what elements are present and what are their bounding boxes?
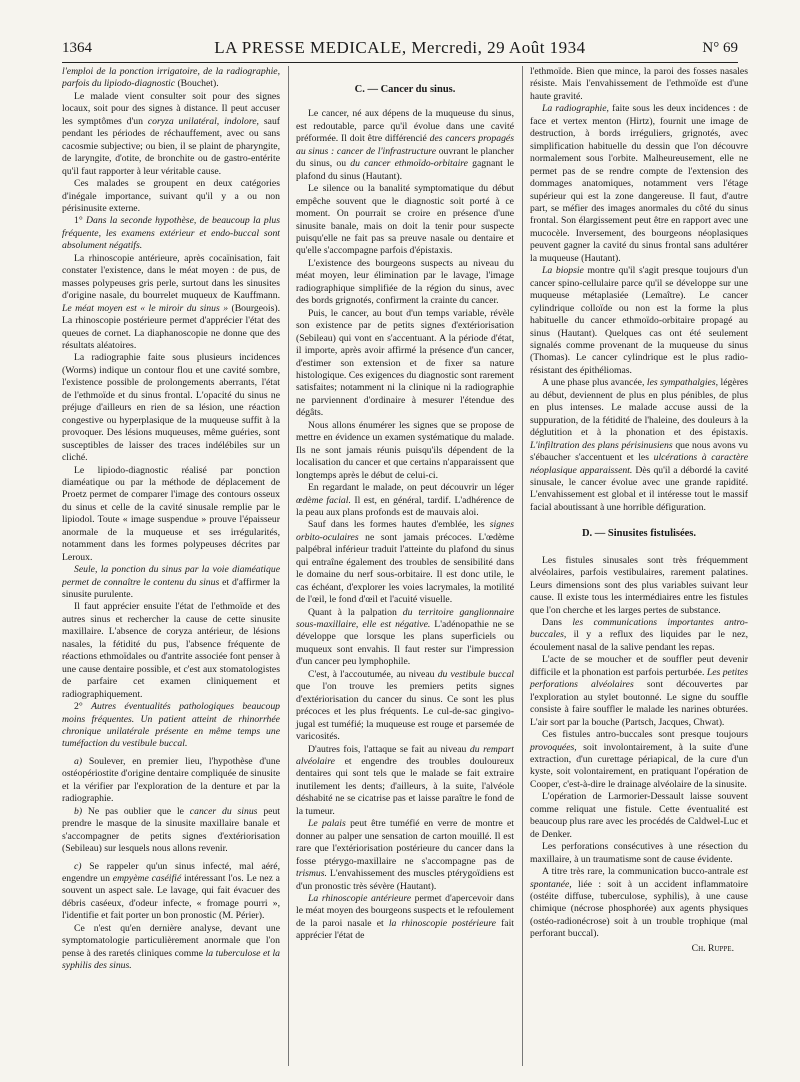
text-run: et d'affirmer la sinusite purulente.	[62, 576, 280, 601]
text-run: Ces malades se groupent en deux catégories d'inégale importance, suivant qu'il y a ou non périsinusite externe.	[62, 178, 280, 214]
paragraph	[530, 66, 748, 103]
text-run: D'autres fois, l'attaque se fait au niveau	[308, 743, 470, 755]
text-run: peut prendre le masque de la sinusite maxillaire banale et s'accompagner de petits signes d'extériorisation (Sebileau) sur lesquels nous allons revenir.	[62, 805, 280, 855]
italic-text: est spontanée,	[530, 866, 748, 890]
text-run: En regardant le malade, on peut découvrir un léger	[308, 482, 514, 494]
text-run: (Bouchet).	[175, 78, 219, 90]
italic-text: œdème facial.	[296, 494, 351, 506]
text-run: La rhinoscopie antérieure, après cocaïnisation, fait constater l'existence, dans le méat moyen : de pus, de masses polypeuses gris perle, surtout dans les sinusites d'origine nasale, du bourrelet muqueux de Kauffmann.	[62, 252, 280, 302]
journal-title: LA PRESSE MEDICALE, Mercredi, 29 Août 1934	[214, 38, 586, 57]
text-run: Se rappeler qu'un sinus infecté, mal aéré, engendre un	[62, 860, 280, 884]
italic-text: Le méat moyen est « le miroir du sinus »	[62, 302, 229, 314]
paragraph	[62, 806, 280, 856]
text-run: A une phase plus avancée,	[542, 377, 647, 389]
italic-text: Dans la seconde hypothèse, de beaucoup la plus fréquente, les examens extérieur et endo-buccal sont absolument négatifs.	[62, 215, 280, 252]
italic-text: trismus.	[296, 868, 327, 880]
paragraph	[62, 352, 280, 464]
paragraph	[530, 654, 748, 729]
text-run: L'envahissement des muscles ptérygoïdiens est d'un pronostic très sévère (Hautant).	[296, 868, 514, 892]
paragraph	[530, 617, 748, 654]
italic-text: Autres éventualités pathologiques beaucoup moins fréquentes. Un patient atteint de rhinorrhée chronique unilatérale présente en même temps une tuméfaction du vestibule buccal.	[62, 701, 280, 750]
paragraph	[296, 744, 514, 819]
text-run: montre qu'il s'agit presque toujours d'un cancer spino-cellulaire parce qu'il se développe sur une muqueuse métaplasiée (Lemaître). Le cancer cylindrique colloïde ou non est la forme la plus habituelle du cancer ethmoïdo-orbitaire propagé au sinus (Hautant). Quelques cas ont été seulement signalés comme provenant de la muqueuse du sinus (Thomas). Le cancer cylindrique est le plus radio-résistant des épithéliomas.	[530, 265, 748, 376]
paragraph	[296, 607, 514, 669]
text-run: soit involontairement, à la suite d'une extraction, d'un curettage périapical, de la cure d'un kyste, soit volontairement, en pratiquant l'opération de Cooper, c'est-à-dire le drainage alvéolaire de la sinusite.	[530, 741, 748, 790]
paragraph	[530, 866, 748, 941]
text-run: l'ethmoïde. Bien que mince, la paroi des fosses nasales résiste. Mais l'envahissement de l'ethmoïde est d'une haute gravité.	[530, 66, 748, 102]
section-heading: C. — Cancer du sinus.	[354, 84, 456, 95]
italic-text: des cancers propagés au sinus : cancer de l'infrastructure	[296, 133, 514, 157]
text-run: L'opération de Larmorier-Dessault laisse souvent comme reliquat une fistule. Cette éventualité est beaucoup plus rare avec les procédés de Caldwel-Luc et de Denker.	[530, 791, 748, 840]
paragraph	[530, 555, 748, 617]
italic-text: signes orbito-oculaires	[296, 519, 514, 543]
paragraph	[530, 377, 748, 514]
italic-text: b)	[74, 805, 83, 817]
paragraph	[62, 601, 280, 701]
paragraph	[530, 791, 748, 841]
italic-text: la rhinoscopie postérieure	[388, 917, 496, 929]
italic-text: du vestibule buccal	[437, 668, 514, 680]
paragraph	[296, 519, 514, 606]
page-number: 1364	[62, 40, 92, 56]
text-run: sauf pendant les périodes de réchauffement, avec ou sans cacosmie subjective; ou bien, il se plaint de pharyngite, de laryngite, d'otite, de bronchite ou de gastro-entérite qu'il faut rapporter à leur véritable cause.	[62, 115, 280, 177]
paragraph	[62, 756, 280, 806]
paragraph	[62, 701, 280, 751]
text-run: L'acte de se moucher et de souffler peut devenir difficile et la phonation est parfois perturbée.	[530, 654, 748, 678]
author-signature: Ch. Ruppe.	[691, 942, 734, 954]
text-run: ne sont jamais précoces. L'œdème palpébral inférieur traduit l'atteinte du plafond du sinus qui entraîne également des troubles de sensibilité dans le domaine du nerf sous-orbitaire. Il est donc utile, le cas échéant, d'explorer les voies lacrymales, la motilité de l'œil, le fond d'œil et l'acuité visuelle.	[296, 531, 514, 606]
paragraph	[296, 420, 514, 482]
text-run: Il faut apprécier ensuite l'état de l'ethmoïde et des autres sinus et rechercher la cause de cette sinusite maxillaire. L'absence de coryza antérieur, de lésions nasales, la fétidité du pus, l'absence fréquente de réactions ethmoïdales ou d'antrite associée font penser à une cause dentaire possible, et c'est aux stomatologistes de parfaire cet examen cliniquement et radiographiquement.	[62, 601, 280, 700]
issue-number: N° 69	[702, 40, 738, 56]
text-run: Puis, le cancer, au bout d'un temps variable, révèle son existence par de petits signes d'extériorisation (Sebileau) qui vont en s'accentuant. A la période d'état, il importe, après avoir affirmé la présence d'un cancer, d'estimer son extension et de fixer sa nature histologique. Ces exigences du diagnostic sont rarement satisfaites; notamment ni la clinique ni la radiographie ne parviennent d'ordinaire à mesurer l'étendue des dégâts.	[296, 307, 514, 419]
text-run: La radiographie faite sous plusieurs incidences (Worms) indique un contour flou et une cavité sombre, l'existence possible de prolongements aberrants, l'état de l'ethmoïde et du sinus frontal. L'opacité du sinus ne préjuge d'ailleurs en rien de sa lésion, une réaction congestive ou hyperplasique de la muqueuse suffit à la provoquer. Des lésions muqueuses, même guéries, sont susceptibles de laisser des traces indélébiles sur un cliché.	[62, 352, 280, 464]
text-run: liée : soit à un accident inflammatoire (ostéite diffuse, tuberculose, syphilis), à une cause chimique (nécrose phosphorée) aux agents physiques (ostéo-radionécrose) soit à un trouble trophique (mal perforant buccal).	[530, 878, 748, 940]
italic-text: cancer du sinus	[189, 805, 258, 817]
paragraph	[62, 178, 280, 215]
italic-text: ulcérations à caractère néoplasique apparaissent.	[530, 452, 748, 476]
column-3	[522, 66, 748, 1066]
text-run: que nous avons vu s'ébaucher s'accentuent et les	[530, 439, 748, 464]
paragraph	[296, 818, 514, 893]
italic-text: Le palais	[308, 818, 346, 830]
paragraph	[296, 482, 514, 519]
paragraph	[530, 103, 748, 265]
text-run: peut être tuméfié en verre de montre et donner au palper une sensation de carton mouillé. Il est rare que l'extériorisation postérieure du cancer dans la fosse ptérygo-maxillaire ne s'accompagne pas de	[296, 818, 514, 867]
paragraph	[62, 91, 280, 178]
text-run: Les fistules sinusales sont très fréquemment alvéolaires, parfois vestibulaires, rarement palatines. Leurs dimensions sont des plus variables suivant leur cause. Il existe tous les intermédiaires entre les fistules que l'on cherche et les larges pertes de substance.	[530, 554, 748, 616]
paragraph	[62, 66, 280, 91]
text-run: 2°	[74, 701, 92, 713]
page-header	[62, 40, 738, 63]
paragraph	[62, 465, 280, 565]
paragraph	[62, 923, 280, 973]
text-run: Ne pas oublier que le	[82, 805, 190, 817]
text-run: Sauf dans les formes hautes d'emblée, les	[308, 519, 490, 531]
italic-text: empyème caséifié	[112, 873, 182, 884]
paragraph	[530, 729, 748, 791]
paragraph	[296, 308, 514, 420]
paragraph	[296, 108, 514, 183]
text-run: Le cancer, né aux dépens de la muqueuse du sinus, est redoutable, parce qu'il évolue dans une cavité préformée. Il doit être différencié	[296, 108, 514, 145]
text-run: sont découvertes par l'exploration au stylet boutonné. Le signe du souffle consiste à faire souffler le malade les narines obturées. L'air sort par la bouche (Partsch, Jacques, Chwat).	[530, 679, 748, 728]
italic-text: c)	[74, 860, 82, 872]
text-run: faite sous les deux incidences : de face et vertex menton (Hirtz), fournit une image de destruction, à bords irréguliers, grignotés, avec simplification habituelle du dessin que l'on découvre normalement sous l'orbite. Malheureusement, elle ne permet pas de se rendre compte de l'extension des dommages anatomiques, notamment vers l'étage supérieur qui est la zone dangereuse. Il faut, d'autre part, se méfier des images anormales du côté du sinus frontal. Son élargissement peut être en rapport avec une mucocèle. Inversement, des bourgeons néoplasiques peuvent gagner la cavité du sinus frontal sans adultérer la muqueuse (Hautant).	[530, 103, 748, 264]
italic-text: Les petites perforations alvéolaires	[530, 666, 748, 691]
text-run: Soulever, en premier lieu, l'hypothèse d'une ostéopériostite d'origine dentaire compliquée de sinusite et la vérifier par l'exploration de la denture et par la radiographie.	[62, 755, 280, 805]
paragraph	[296, 893, 514, 943]
text-run: 1°	[74, 215, 87, 227]
text-run: (Bourgeois). La rhinoscopie postérieure permet d'apprécier l'état des queues de cornet. La diaphanoscopie ne donne que des résultats aléatoires.	[62, 302, 280, 351]
paragraph	[530, 841, 748, 866]
italic-text: coryza unilatéral, indolore,	[147, 115, 259, 127]
column-1	[62, 66, 280, 1066]
italic-text: La radiographie,	[542, 103, 609, 115]
text-run: A titre très rare, la communication bucco-antrale	[542, 866, 738, 878]
paragraph	[296, 258, 514, 308]
text-run: Le silence ou la banalité symptomatique du début empêche souvent que le diagnostic soit porté à ce moment. On pourrait se croire en présence d'une sinusite banale, mais on doit la tenir pour suspecte puisqu'elle ne fait pas sa preuve nasale ou dentaire et qu'elle s'accompagne parfois d'épistaxis.	[296, 183, 514, 257]
text-run: L'existence des bourgeons suspects au niveau du méat moyen, leur élimination par le lavage, l'image radiographique simplifiée de la région du sinus, avec des bords grignotés, confirment la crainte du cancer.	[296, 257, 514, 307]
paragraph	[62, 564, 280, 601]
text-run: il y a reflux des liquides par le nez, écoulement nasal de la salive pendant les repas.	[530, 629, 748, 653]
text-run: Le malade vient consulter soit pour des signes locaux, soit pour des signes à distance. Il peut accuser les symptômes d'un	[62, 90, 280, 127]
italic-text: provoquées,	[530, 741, 577, 753]
text-run: Ce n'est qu'en dernière analyse, devant une symptomatologie particulièrement anormale que l'on pense à des raretés cliniques comme	[62, 922, 280, 959]
italic-text: du rempart alvéolaire	[296, 743, 514, 768]
italic-text: Seule, la ponction du sinus par la voie diaméatique permet de connaître le contenu du sinus	[62, 564, 280, 588]
italic-text: les communications importantes antro-buccales,	[530, 617, 748, 641]
text-run: fait apprécier l'état de	[296, 917, 514, 942]
article-body	[62, 66, 748, 1066]
italic-text: l'emploi de la ponction irrigatoire, de la radiographie, parfois du lipiodo-diagnostic	[62, 66, 280, 90]
paragraph	[62, 215, 280, 252]
text-run: gagnant le plafond du sinus (Hautant).	[296, 158, 514, 182]
text-run: Il est, en général, tardif. L'adhérence de la peau aux plans profonds est de mauvais aloi.	[296, 494, 514, 518]
paragraph	[296, 669, 514, 744]
text-run: L'adénopathie ne se développe que lorsque les plans superficiels ou muqueux sont envahis. Il faut rester sur l'impression d'un cancer peu lymphophile.	[296, 619, 514, 668]
italic-text: les sympathalgies,	[646, 377, 719, 389]
italic-text: L'infiltration des plans périsinusiens	[530, 439, 673, 451]
text-run: Dans	[542, 617, 573, 629]
text-run: Dès qu'il a débordé la cavité sinusale, le cancer évolue avec une grande rapidité. L'envahissement est global et il intéresse tout le massif facial aboutissant à une horrible défiguration.	[530, 464, 748, 513]
text-run: C'est, à l'accoutumée, au niveau	[308, 668, 438, 680]
text-run: Nous allons énumérer les signes que se propose de mettre en évidence un examen systématique du malade. Ils ne sont jamais réunis puisqu'ils dépendent de la localisation du cancer et que certains n'apparaissent que longtemps après le début de celui-ci.	[296, 419, 514, 481]
italic-text: du cancer ethmoïdo-orbitaire	[350, 158, 468, 170]
italic-text: La biopsie	[542, 265, 584, 277]
paragraph	[296, 183, 514, 258]
text-run: Le lipiodo-diagnostic réalisé par ponction diaméatique ou par la méthode de déplacement de Proetz permet de comparer l'image des contours osseux du sinus et celle de la cavité sinusale remplie par le lipiodol. Toute « image suspendue » prouve l'épaisseur anormale de la muqueuse et ses irrégularités, notamment dans les formes polypeuses décrites par Leroux.	[62, 464, 280, 563]
italic-text: La rhinoscopie antérieure	[308, 893, 412, 904]
paragraph	[62, 861, 280, 923]
text-run: et engendre des troubles douloureux dentaires qui sont tels que le malade se fait extraire inutilement les dents; d'ailleurs, à la suite, l'alvéole déshabité ne se cicatrise pas et laisse paraître le fond de la tumeur.	[296, 756, 514, 817]
text-run: légères au début, deviennent de plus en plus pénibles, de plus en plus intenses. Le malade accuse aussi de la suppuration, de la fétidité de l'haleine, des douleurs à la déglutition et à la phonation et des épistaxis.	[530, 377, 748, 439]
italic-text: a)	[74, 755, 83, 767]
text-run: ouvrant le plancher du sinus, ou	[296, 145, 514, 170]
section-heading: D. — Sinusites fistulisées.	[581, 528, 697, 540]
italic-text: du territoire ganglionnaire sous-maxillaire, elle est négative.	[296, 606, 514, 631]
paragraph	[530, 265, 748, 377]
text-run: Quant à la palpation	[308, 606, 403, 618]
italic-text: la tuberculose et la syphilis des sinus.	[62, 947, 280, 972]
text-run: que l'on trouve les premiers petits signes d'extériorisation du cancer du sinus. Ce sont les plus précoces et les plus fréquents. Le cul-de-sac gingivo-jugal est tuméfié; la muqueuse est rouge et parsemée de varicosités.	[296, 681, 514, 743]
text-run: Ces fistules antro-buccales sont presque toujours	[542, 729, 748, 741]
text-run: intéressant l'os. Le nez a souvent un aspect sale. Le lavage, qui fait évacuer des débris caséeux, d'odeur infecte, « fromage pourri », l'identifie et fait porter un bon pronostic (M. Périer).	[62, 873, 280, 922]
paragraph	[62, 253, 280, 353]
column-2	[288, 66, 514, 1066]
text-run: Les perforations consécutives à une résection du maxillaire, à un traumatisme sont de cause évidente.	[530, 841, 748, 865]
text-run: permet d'apercevoir dans le méat moyen des bourgeons suspects et le refoulement de la paroi nasale et	[296, 893, 514, 929]
